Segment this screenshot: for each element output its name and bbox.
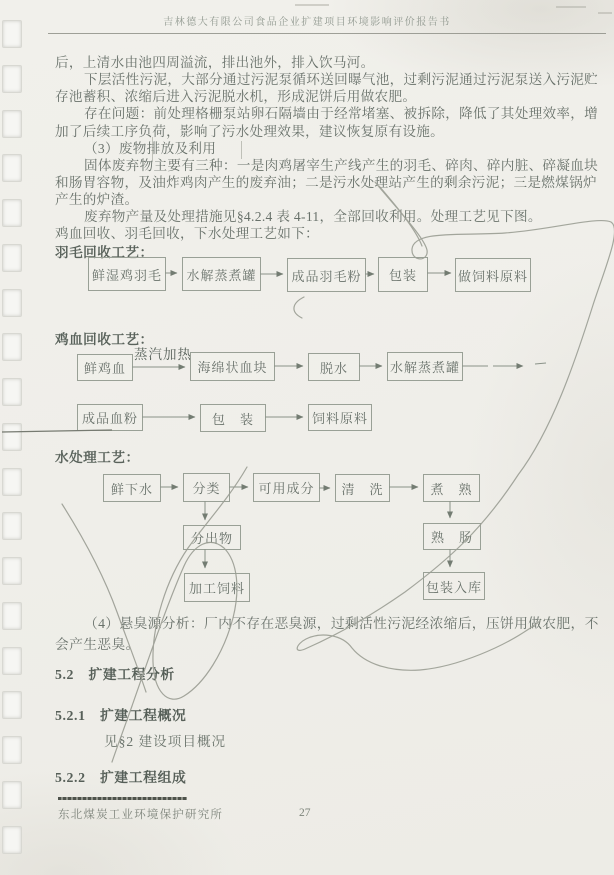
flowchart-water-title: 水处理工艺：	[55, 450, 140, 465]
binding-hole	[2, 244, 22, 272]
binding-hole	[2, 468, 22, 496]
report-header-title: 吉林德大有限公司食品企业扩建项目环境影响评价报告书	[163, 17, 451, 28]
flow-node-packing-2: 包 装	[200, 404, 266, 432]
binding-hole	[2, 557, 22, 585]
binding-hole	[2, 333, 22, 361]
binding-hole	[2, 423, 22, 451]
binding-hole	[2, 512, 22, 540]
body-text-line: 和肠胃容物，及油炸鸡肉产生的废弃油；二是污水处理站产生的剩余污泥；三是燃煤锅炉	[55, 174, 597, 190]
binding-hole	[2, 289, 22, 317]
body-text-line: 下层活性污泥，大部分通过污泥泵循环送回曝气池，过剩污泥通过污泥泵送入污泥贮	[84, 72, 599, 88]
footer-organization: 东北煤炭工业环境保护研究所	[58, 809, 224, 821]
binding-hole	[2, 736, 22, 764]
binding-hole	[2, 691, 22, 719]
binding-hole	[2, 65, 22, 93]
flow-node-fresh-offal: 鲜下水	[103, 474, 161, 502]
flowchart-feather-title: 羽毛回收工艺：	[55, 245, 154, 260]
body-text-line: 存池蓄积、浓缩后进入污泥脱水机，形成泥饼后用做农肥。	[55, 89, 417, 105]
flow-node-cooked-intestine: 熟 肠	[423, 523, 481, 550]
flow-node-processed-feed: 加工饲料	[184, 573, 250, 602]
body-text-line: （3）废物排放及利用	[84, 140, 217, 156]
flow-node-blood-meal: 成品血粉	[77, 404, 143, 431]
body-text-line: 加了后续工序负荷，影响了污水处理效果，建议恢复原有设施。	[55, 123, 445, 139]
flow-node-sorting: 分类	[183, 473, 230, 502]
flow-node-pack-and-store: 包装入库	[423, 572, 485, 600]
body-text-line: 固体废弃物主要有三种：一是肉鸡屠宰生产线产生的羽毛、碎肉、碎内脏、碎凝血块	[84, 157, 599, 173]
body-text-line: 存在问题：前处理格栅泵站卵石隔墙由于经常堵塞、被拆除，降低了其处理效率，增	[84, 106, 599, 122]
flow-node-fresh-blood: 鲜鸡血	[77, 354, 133, 381]
heading-5-2-2: 5.2.2 扩建工程组成	[55, 770, 187, 785]
scan-artifact	[556, 6, 586, 8]
body-text	[55, 51, 598, 240]
heading-5-2: 5.2 扩建工程分析	[55, 667, 175, 682]
binding-hole	[2, 781, 22, 809]
heading-5-2-1: 5.2.1 扩建工程概况	[55, 708, 187, 723]
flow-node-sponge-clot: 海绵状血块	[190, 352, 275, 381]
binding-hole	[2, 110, 22, 138]
body-text-line: 会产生恶臭。	[55, 637, 140, 652]
binding-hole	[2, 378, 22, 406]
binding-hole	[2, 154, 22, 182]
body-text-line: 后，上清水由池四周溢流，排出池外，排入饮马河。	[55, 55, 375, 70]
header-rule	[48, 33, 606, 34]
flow-node-feed-material-2: 饲料原料	[308, 404, 372, 431]
binding-hole	[2, 602, 22, 630]
binding-hole	[2, 647, 22, 675]
flow-node-feather-meal: 成品羽毛粉	[287, 258, 366, 292]
see-reference-text: 见§2 建设项目概况	[104, 734, 227, 749]
flow-node-separated-matter: 分出物	[183, 525, 241, 550]
body-text-line: 鸡血回收、羽毛回收，下水处理工艺如下：	[55, 226, 319, 242]
flow-node-dewatering: 脱水	[308, 353, 360, 381]
flow-node-washing: 清 洗	[335, 474, 390, 502]
flowchart-blood-title: 鸡血回收工艺：	[55, 332, 154, 347]
body-text-line: 废弃物产量及处理措施见§4.2.4 表 4-11，全部回收利用。处理工艺见下图。	[84, 209, 542, 225]
body-text-line: （4）悬臭源分析：厂内不存在恶臭源，过剩活性污泥经浓缩后，压饼用做农肥，不	[84, 616, 599, 631]
flow-node-feed-material: 做饲料原料	[455, 258, 531, 292]
footer-rule	[58, 797, 187, 800]
flow-node-usable-part: 可用成分	[253, 473, 320, 502]
flow-node-cooking: 煮 熟	[423, 474, 480, 502]
flow-node-hydrolysis-cooker-2: 水解蒸煮罐	[387, 352, 463, 381]
flow-node-hydrolysis-cooker: 水解蒸煮罐	[182, 257, 261, 291]
body-text-line: 产生的炉渣。	[55, 192, 139, 208]
steam-heating-label: 蒸汽加热	[134, 347, 192, 362]
scan-artifact	[295, 4, 329, 6]
flow-node-fresh-wet-feather: 鲜湿鸡羽毛	[88, 257, 166, 291]
flow-node-packing: 包装	[378, 257, 428, 292]
binding-hole	[2, 199, 22, 227]
footer-page-number: 27	[299, 807, 311, 819]
odor-analysis-paragraph	[55, 612, 599, 654]
binding-hole	[2, 826, 22, 854]
